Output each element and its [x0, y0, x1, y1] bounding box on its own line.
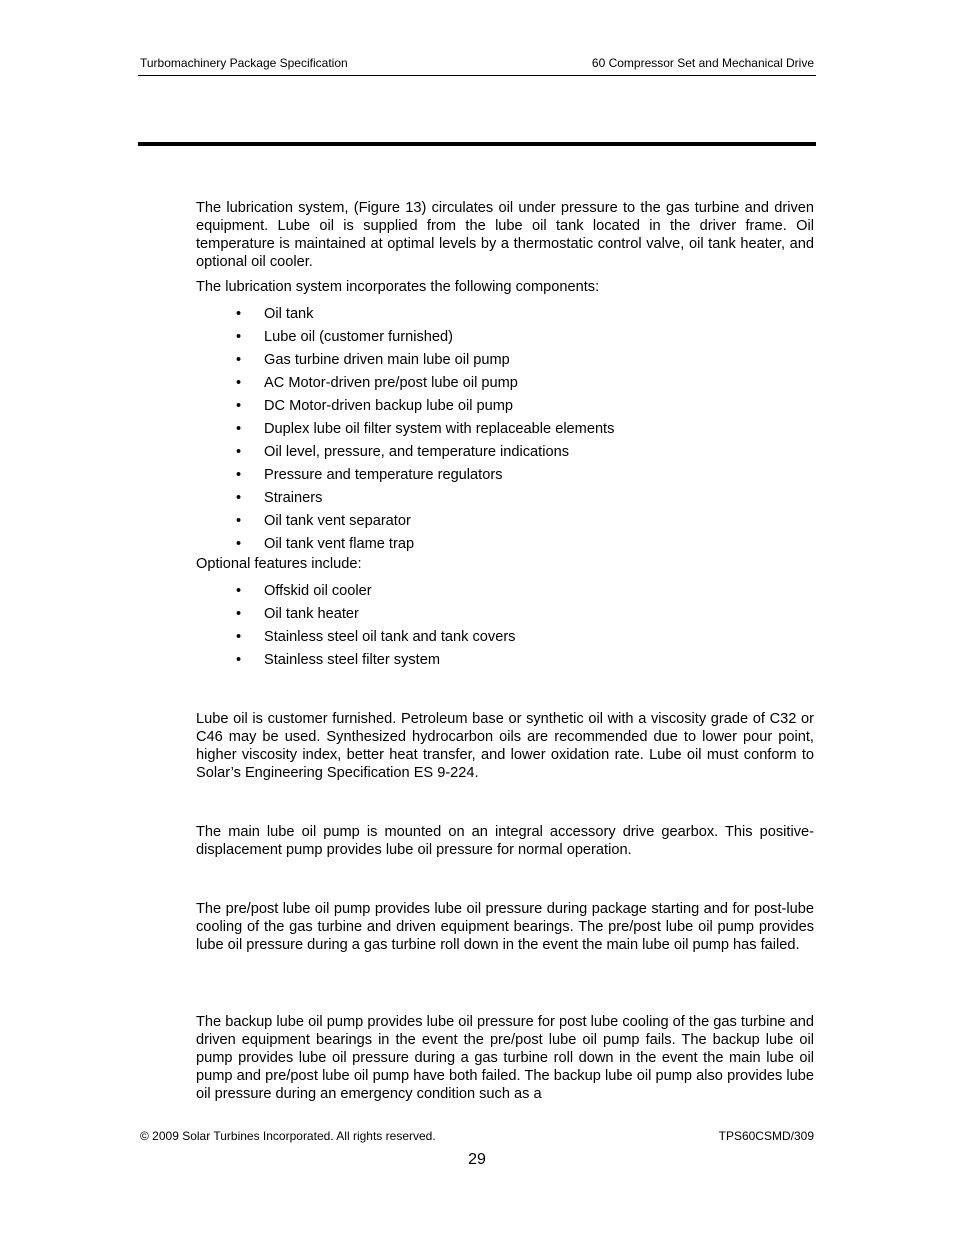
bullet-glyph: •	[236, 536, 242, 552]
optional-feature-item	[232, 628, 515, 651]
component-item-text: Pressure and temperature regulators	[264, 467, 503, 483]
component-item	[232, 466, 614, 489]
components-list	[232, 305, 614, 558]
component-item	[232, 420, 614, 443]
optional-feature-item	[232, 651, 515, 674]
component-item	[232, 305, 614, 328]
component-item-text: Duplex lube oil filter system with replaceable elements	[264, 421, 615, 437]
optional-feature-item	[232, 605, 515, 628]
header-rule	[138, 75, 816, 76]
components-intro: The lubrication system incorporates the following components:	[196, 279, 600, 295]
optional-intro: Optional features include:	[196, 556, 362, 572]
optional-feature-item-text: Oil tank heater	[264, 606, 359, 622]
intro-paragraph: The lubrication system, (Figure 13) circulates oil under pressure to the gas turbine and driven equipment. Lube oil is supplied from the lube oil tank located in the driver frame. Oil temperature is maintained at optimal levels by a thermostatic control valve, oil tank heater, and optional oil cooler.	[196, 200, 814, 270]
optional-feature-item-text: Offskid oil cooler	[264, 583, 372, 599]
main-pump-paragraph: The main lube oil pump is mounted on an integral accessory drive gearbox. This positive-displacement pump provides lube oil pressure for normal operation.	[196, 824, 814, 858]
component-item	[232, 489, 614, 512]
backup-pump-paragraph: The backup lube oil pump provides lube oil pressure for post lube cooling of the gas turbine and driven equipment bearings in the event the pre/post lube oil pump fails. The backup lube oil pump provides lube oil pressure during a gas turbine roll down in the event the main lube oil pump and pre/post lube oil pump have both failed. The backup lube oil pump also provides lube oil pressure during an emergency condition such as a	[196, 1014, 814, 1102]
running-header-left: Turbomachinery Package Specification	[140, 56, 348, 70]
component-item-text: AC Motor-driven pre/post lube oil pump	[264, 375, 518, 391]
lube-oil-paragraph: Lube oil is customer furnished. Petroleum base or synthetic oil with a viscosity grade of C32 or C46 may be used. Synthesized hydrocarbon oils are recommended due to lower pour point, higher viscosity index, better heat transfer, and lower oxidation rate. Lube oil must conform to Solar’s Engineering Specification ES 9-224.	[196, 711, 814, 781]
bullet-glyph: •	[236, 629, 242, 645]
section-rule	[138, 142, 816, 146]
bullet-glyph: •	[236, 329, 242, 345]
bullet-glyph: •	[236, 398, 242, 414]
bullet-glyph: •	[236, 375, 242, 391]
optional-feature-item-text: Stainless steel filter system	[264, 652, 440, 668]
component-item-text: Oil tank vent flame trap	[264, 536, 415, 552]
optional-feature-item-text: Stainless steel oil tank and tank covers	[264, 629, 516, 645]
running-header-right: 60 Compressor Set and Mechanical Drive	[591, 56, 814, 70]
component-item	[232, 512, 614, 535]
component-item	[232, 351, 614, 374]
optional-features-list	[232, 582, 515, 674]
bullet-glyph: •	[236, 490, 242, 506]
optional-feature-item	[232, 582, 515, 605]
component-item-text: Oil tank vent separator	[264, 513, 411, 529]
component-item	[232, 397, 614, 420]
page-number: 29	[468, 1151, 486, 1168]
component-item	[232, 328, 614, 351]
component-item-text: Strainers	[264, 490, 323, 506]
bullet-glyph: •	[236, 652, 242, 668]
component-item-text: Oil tank	[264, 306, 314, 322]
prepost-pump-paragraph: The pre/post lube oil pump provides lube oil pressure during package starting and for post-lube cooling of the gas turbine and driven equipment bearings. The pre/post lube oil pump provides lube oil pressure during a gas turbine roll down in the event the main lube oil pump has failed.	[196, 901, 814, 953]
bullet-glyph: •	[236, 606, 242, 622]
bullet-glyph: •	[236, 583, 242, 599]
component-item-text: Lube oil (customer furnished)	[264, 329, 453, 345]
bullet-glyph: •	[236, 467, 242, 483]
component-item	[232, 374, 614, 397]
document-code-footer: TPS60CSMD/309	[718, 1129, 814, 1143]
component-item-text: DC Motor-driven backup lube oil pump	[264, 398, 514, 414]
bullet-glyph: •	[236, 421, 242, 437]
bullet-glyph: •	[236, 352, 242, 368]
bullet-glyph: •	[236, 306, 242, 322]
bullet-glyph: •	[236, 513, 242, 529]
copyright-footer: © 2009 Solar Turbines Incorporated. All rights reserved.	[140, 1129, 436, 1143]
component-item-text: Oil level, pressure, and temperature indications	[264, 444, 570, 460]
component-item-text: Gas turbine driven main lube oil pump	[264, 352, 510, 368]
component-item	[232, 443, 614, 466]
bullet-glyph: •	[236, 444, 242, 460]
